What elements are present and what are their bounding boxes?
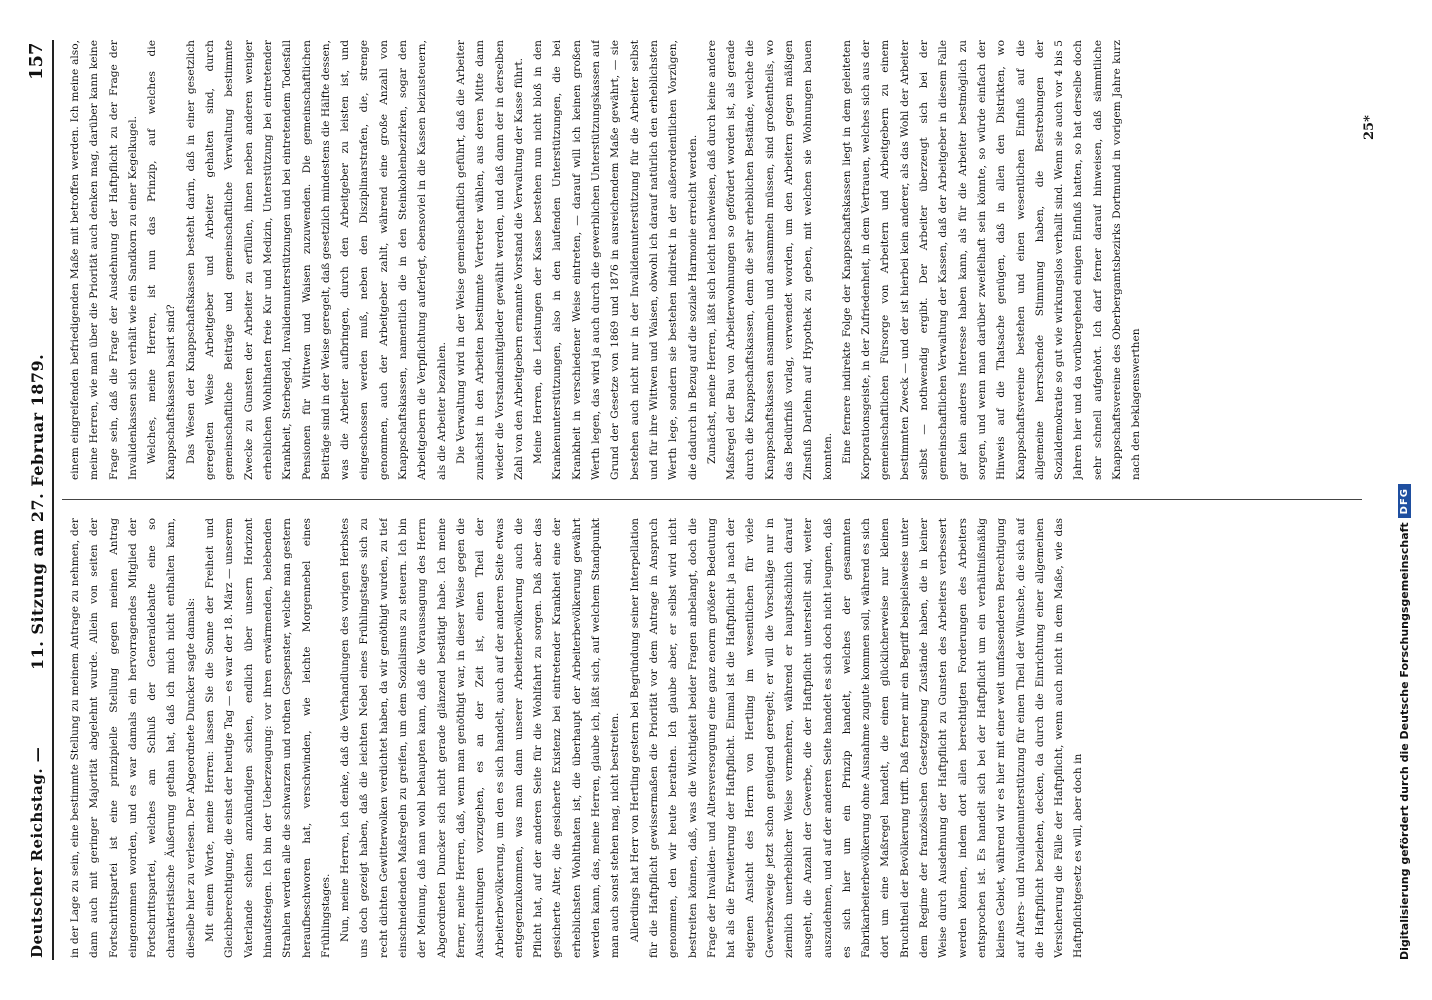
paragraph: Die Verwaltung wird in der Weise gemeinschaftlich geführt, daß die Arbeiter zunächst in den Arbeiten bestimmte Vertreter wählen, aus deren Mitte dann wieder die Vorstandsmitglieder gewählt werden, und daß dann der in derselben Zahl von den Arbeitgebern ernannte Vorstand die Verwaltung der Kasse führt.: [454, 40, 525, 480]
paragraph: einem eingreifenden befriedigenden Maße mit betroffen werden. Ich meine also, meine Herren, wie man über die Priorität auch denken mag, darüber kann keine Frage sein, daß die Frage der Ausdehnung der Haftpflicht zu der Frage der Invalidenkassen sich verhält wie ein Sandkorn zu einer Kegelkugel.: [69, 40, 139, 480]
paragraph: Allerdings hat Herr von Hertling gestern bei Begründung seiner Interpellation für die Haftpflicht gewissermaßen die Priorität vor dem Antrage in Anspruch genommen, den wir heute berathen. Ich glaube aber, er selbst wird nicht bestreiten können, daß, was die Wichtigkeit beider Fragen anbelangt, doch die Frage der Invaliden- und Altersversorgung eine ganz enorm größere Bedeutung hat als die Erweiterung der Haftpflicht. Einmal ist die Haftpflicht ja nach der eigenen Ansicht des Herrn von Hertling im wesentlichen für viele Gewerbszweige jetzt schon genügend geregelt; er will die Vorschläge nur in ziemlich unerheblicher Weise vermehren, während er hauptsächlich darauf ausgeht, die Anzahl der Gewerbe, die der Haftpflicht unterstellt sind, weiter auszudehnen, und auf der anderen Seite handelt es sich doch nicht leugnen, daß es sich hier um ein Prinzip handelt, welches der gesammten Fabrikarbeiterbevölkerung ohne Ausnahme zugute kommen soll, während es sich dort um eine Maßregel handelt, die einen glücklicherweise nur kleinen Bruchtheil der Bevölkerung trifft. Daß ferner mir ein Begriff beispielsweise unter dem Regime der französischen Gesetzgebung Zustände haben, die in keiner Weise durch Ausdehnung der Haftpflicht zu Gunsten des Arbeiters verbessert werden können, indem dort allen berechtigten Forderungen des Arbeiters entsprochen ist. Es handelt sich bei der Haftpflicht um ein verhältnißmäßig kleines Gebiet, während wir es hier mit einer weit umfassenderen Berechtigung auf Alters- und Invalidenunterstützung für einen Theil der Wünsche, die sich auf die Haftpflicht beziehen, decken, da durch die Einrichtung einer allgemeinen Versicherung die Fälle der Haftpflicht, wenn auch nicht in dem Maße, wie das Haftpflichtgesetz es will, aber doch in: [628, 518, 1085, 958]
digitization-note: Digitalisierung gefördert durch die Deutsche Forschungsgemeinschaft: [1398, 522, 1411, 960]
paragraph: Mit einem Worte, meine Herren: lassen Sie die Sonne der Freiheit und Gleichberechtigung, die einst der heutige Tag — es war der 18. März — unserem Vaterlande schien anzukündigen schien, endlich über unsern Horizont hinaufsteigen. Ich bin der Ueberzeugung: vor ihren erwärmenden, belebenden Strahlen werden alle die schwarzen und rothen Gespenster, welche man gestern heraufbeschworen hat, verschwinden, wie leichte Morgennebel eines Frühlingstages.: [204, 518, 332, 958]
paragraph: Eine fernere indirekte Folge der Knappschaftskassen liegt in dem geleiteten Korporationsgeiste, in der Zufriedenheit, in dem Vertrauen, welches sich aus der gemeinschaftlichen Fürsorge von Arbeitern und Arbeitgebern zu einem bestimmten Zweck — und der ist hierbei kein anderer, als das Wohl der Arbeiter selbst — nothwendig ergibt. Der Arbeiter überzeugt sich bei der gemeinschaftlichen Verwaltung der Kassen, daß der Arbeitgeber in diesem Falle gar kein anderes Interesse haben kann, als für die Arbeiter bestmöglich zu sorgen, und wenn man darüber zweifelhaft sein könnte, so würde einfach der Hinweis auf die Thatsache genügen, daß in allen den Distrikten, wo Knappschaftsvereine bestehen und einen wesentlichen Einfluß auf die allgemeine herrschende Stimmung haben, die Bestrebungen der Sozialdemokratie so gut wie wirkungslos verhallt sind. Wenn sie auch vor 4 bis 5 Jahren hier und da vorübergehend einigen Einfluß hatten, so hat derselbe doch sehr schnell aufgehört. Ich darf ferner darauf hinweisen, daß sämmtliche Knappschaftsvereine des Oberbergamtsbezirks Dortmund in vorigem Jahre kurz nach den beklagenswerthen: [840, 40, 1143, 480]
page-number: 157: [26, 42, 47, 80]
paragraph: Das Wesen der Knappschaftskassen besteht darin, daß in einer gesetzlich geregelten Weise Arbeitgeber und Arbeiter gehalten sind, durch gemeinschaftliche Beiträge und gemeinschaftliche Verwaltung bestimmte Zwecke zu Gunsten der Arbeiter zu erfüllen, ihnen neben anderen weniger erheblichen Wohlthaten freie Kur und Medizin, Unterstützung bei eintretender Krankheit, Sterbegeld, Invalidenunterstützungen und bei eintretendem Todesfall Pensionen für Wittwen und Waisen zuzuwenden. Die gemeinschaftlichen Beiträge sind in der Weise geregelt, daß gesetzlich mindestens die Hälfte dessen, was die Arbeiter aufbringen, durch den Arbeitgeber zu leisten ist, und eingeschossen werden muß, neben den Disziplinarstrafen, die, strenge genommen, auch der Arbeitgeber zahlt, während eine große Anzahl von Knappschaftskassen, namentlich die in den Steinkohlenbezirken, sogar den Arbeitgebern die Verpflichtung auferlegt, ebensoviel in die Kassen beizusteuern, als die Arbeiter bezahlen.: [184, 40, 448, 480]
running-header-left: Deutscher Reichstag. —: [28, 746, 46, 958]
text-column-left: [66, 518, 1362, 958]
digitization-credit: [1398, 484, 1411, 960]
text-column-right: [66, 40, 1362, 480]
paragraph: Zunächst, meine Herren, läßt sich leicht nachweisen, daß durch keine andere Maßregel der Bau von Arbeiterwohnungen so gefördert worden ist, als gerade durch die Knappschaftskassen, denn die sehr erheblichen Bestände, welche die Knappschaftskassen ansammeln und ansammeln müssen, sind großentheils, wo das Bedürfniß vorlag, verwendet worden, um den Arbeitern gegen mäßigen Zinsfuß Darlehn auf Hypothek zu geben, mit welchen sie Wohnungen bauen konnten.: [705, 40, 834, 480]
column-divider: [62, 499, 1362, 500]
paragraph: Meine Herren, die Leistungen der Kasse bestehen nun nicht bloß in den Krankenunterstützungen, also in den laufenden Unterstützungen, die bei Krankheit in verschiedener Weise eintreten, — darauf will ich keinen großen Werth legen, das wird ja auch durch die gewerblichen Unterstützungskassen auf Grund der Gesetze von 1869 und 1876 in ausreichendem Maße gewährt, — sie bestehen auch nicht nur in der Invalidenunterstützung für die Arbeiter selbst und für ihre Wittwen und Waisen, obwohl ich darauf natürlich den erheblichsten Werth lege, sondern sie bestehen indirekt in der außerordentlichen Vorzügen, die dadurch in Bezug auf die soziale Harmonie erreicht werden.: [532, 40, 699, 480]
paragraph: Welches, meine Herren, ist nun das Prinzip, auf welches die Knappschaftskassen basirt sind?: [146, 40, 178, 480]
dfg-logo: DFG: [1398, 484, 1411, 518]
running-header-session: 11. Sitzung am 27. Februar 1879.: [28, 353, 47, 670]
signature-mark: 25*: [1362, 115, 1377, 140]
header-rule: [52, 40, 54, 960]
paragraph: in der Lage zu sein, eine bestimmte Stellung zu meinem Antrage zu nehmen, der dann auch mit geringer Majorität abgelehnt wurde. Allein von seiten der Fortschrittspartei ist eine prinzipielle Stellung gegen meinen Antrag eingenommen worden, und es war damals ein hervorragendes Mitglied der Fortschrittspartei, welches am Schluß der Generaldebatte eine so charakteristische Äußerung gethan hat, daß ich mich nicht enthalten kann, dieselbe hier zu verlesen. Der Abgeordnete Duncker sagte damals:: [69, 518, 197, 958]
paragraph: Nun, meine Herren, ich denke, daß die Verhandlungen des vorigen Herbstes uns doch gezeigt haben, daß die leichten Nebel eines Frühlingstages sich zu recht dichten Gewitterwolken verdichtet haben, da wir genöthigt wurden, zu tief einschneidenden Maßregeln zu greifen, um dem Sozialismus zu steuern. Ich bin der Meinung, daß man wohl behaupten kann, daß die Voraussagung des Herrn Abgeordneten Duncker sich nicht gerade glänzend bestätigt habe. Ich meine ferner, meine Herren, daß, wenn man genöthigt war, in dieser Weise gegen die Ausschreitungen vorzugehen, es an der Zeit ist, einen Theil der Arbeiterbevölkerung, um den es sich handelt, auch auf der anderen Seite etwas entgegenzukommen, was man dann unserer Arbeiterbevölkerung auch die Pflicht hat, auf der anderen Seite für die Wohlfahrt zu sorgen. Daß aber das gesicherte Alter, die gesicherte Existenz bei eintretender Krankheit eine der erheblichsten Wohlthaten ist, die überhaupt der Arbeiterbevölkerung gewährt werden kann, das, meine Herren, glaube ich, läßt sich, auf welchem Standpunkt man auch sonst stehen mag, nicht bestreiten.: [339, 518, 622, 958]
